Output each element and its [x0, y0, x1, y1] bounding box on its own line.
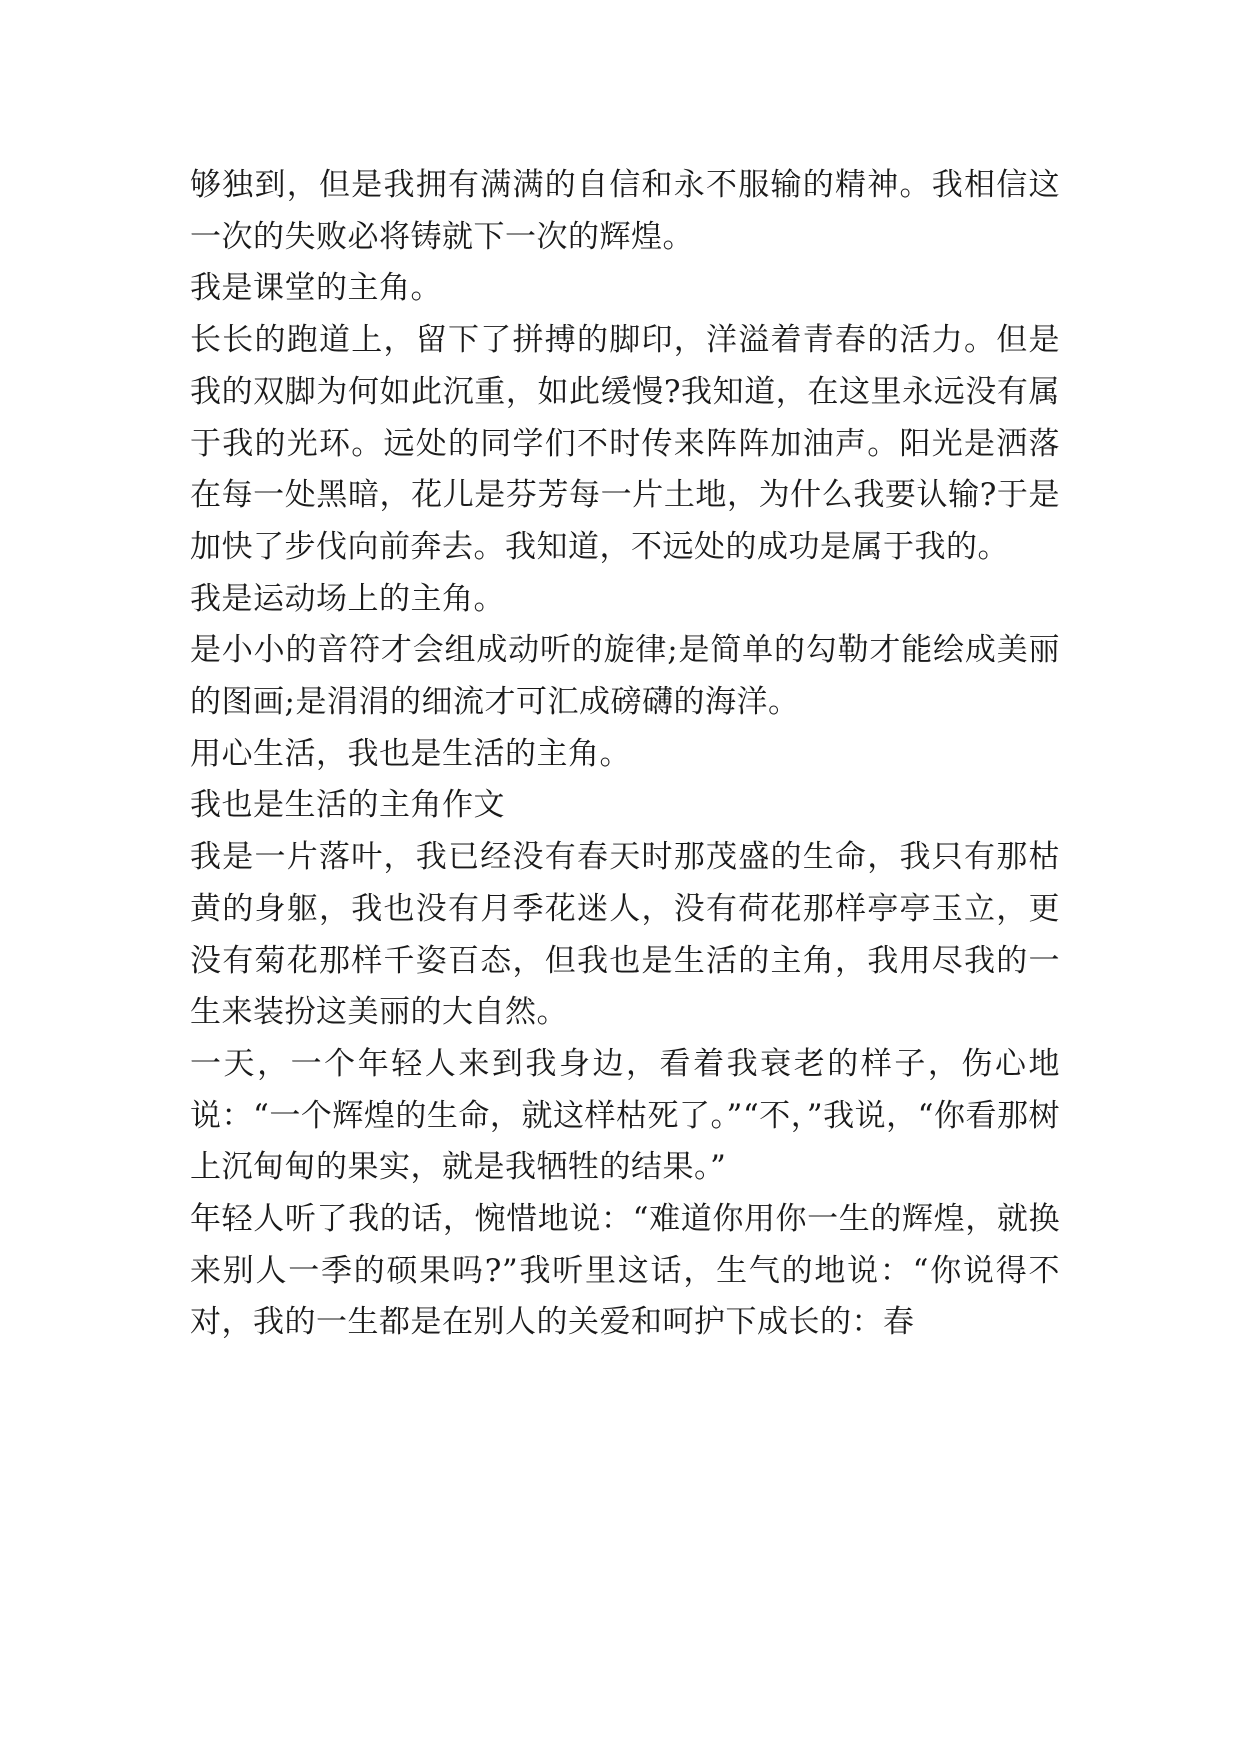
- paragraph: 年轻人听了我的话，惋惜地说：“难道你用你一生的辉煌，就换来别人一季的硕果吗?”我听里这话，生气的地说：“你说得不对，我的一生都是在别人的关爱和呵护下成长的：春: [190, 1201, 1060, 1341]
- paragraph: 我是运动场上的主角。: [190, 580, 505, 617]
- body-text: [190, 160, 1060, 1349]
- paragraph: 一天，一个年轻人来到我身边，看着我衰老的样子，伤心地说：“一个辉煌的生命，就这样枯死了。”“不，”我说，“你看那树上沉甸甸的果实，就是我牺牲的结果。”: [190, 1045, 1060, 1186]
- paragraph: 我是课堂的主角。: [190, 270, 442, 307]
- paragraph: 够独到，但是我拥有满满的自信和永不服输的精神。我相信这一次的失败必将铸就下一次的辉煌。: [190, 167, 1060, 255]
- paragraph: 用心生活，我也是生活的主角。: [190, 735, 631, 772]
- section-heading: 我也是生活的主角作文: [190, 787, 505, 824]
- paragraph: 我是一片落叶，我已经没有春天时那茂盛的生命，我只有那枯黄的身躯，我也没有月季花迷人，没有荷花那样亭亭玉立，更没有菊花那样千姿百态，但我也是生活的主角，我用尽我的一生来装扮这美丽的大自然。: [190, 839, 1060, 1031]
- paragraph: 长长的跑道上，留下了拼搏的脚印，洋溢着青春的活力。但是我的双脚为何如此沉重，如此缓慢?我知道，在这里永远没有属于我的光环。远处的同学们不时传来阵阵加油声。阳光是洒落在每一处黑暗，花儿是芬芳每一片土地，为什么我要认输?于是加快了步伐向前奔去。我知道，不远处的成功是属于我的。: [190, 322, 1060, 565]
- paragraph: 是小小的音符才会组成动听的旋律;是简单的勾勒才能绘成美丽的图画;是涓涓的细流才可汇成磅礴的海洋。: [190, 632, 1060, 721]
